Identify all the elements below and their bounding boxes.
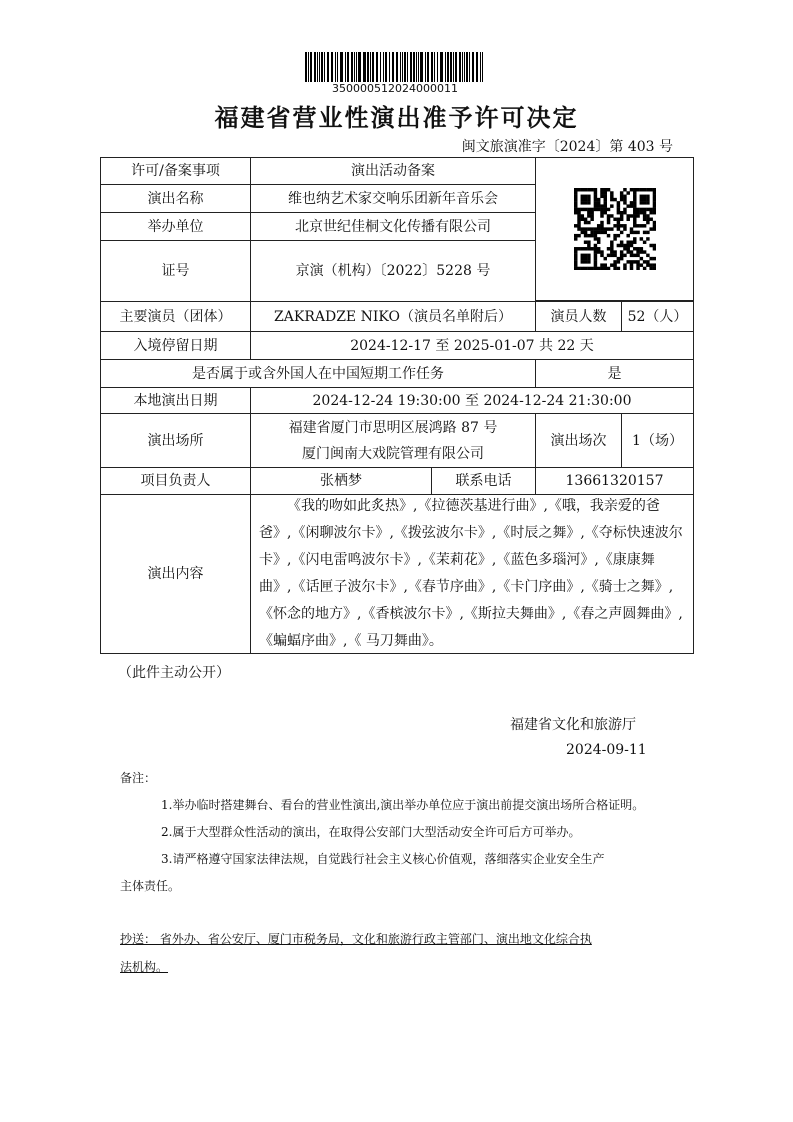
label-organizer: 举办单位 [100,212,251,241]
value-foreign-work: 是 [535,359,694,388]
value-project-lead: 张栖梦 [250,467,432,495]
value-entry-stay: 2024-12-17 至 2025-01-07 共 22 天 [250,331,694,360]
value-phone: 13661320157 [535,467,694,495]
label-show-name: 演出名称 [100,184,251,213]
remark-3-cont: 主体责任。 [120,879,181,893]
cc-line-2: 法机构。 [120,960,169,974]
issuer: 福建省文化和旅游厅 [510,717,636,733]
label-program: 演出内容 [100,494,251,654]
value-show-count: 1（场） [621,413,694,468]
qr-code-cell [535,157,694,301]
value-license-no: 京演（机构）〔2022〕5228 号 [250,240,536,302]
remark-1: 1.举办临时搭建舞台、看台的营业性演出,演出举办单位应于演出前提交演出场所合格证明。 [161,798,645,812]
remark-3: 3.请严格遵守国家法律法规，自觉践行社会主义核心价值观，落细落实企业安全生产 [161,852,605,866]
qr-code [574,188,656,270]
value-show-name: 维也纳艺术家交响乐团新年音乐会 [250,184,536,213]
label-project-lead: 项目负责人 [100,467,251,495]
label-performer-count: 演员人数 [535,301,622,332]
venue-company: 厦门闽南大戏院管理有限公司 [302,445,484,462]
label-foreign-work: 是否属于或含外国人在中国短期工作任务 [100,359,536,388]
value-local-date: 2024-12-24 19:30:00 至 2024-12-24 21:30:00 [250,387,694,414]
label-phone: 联系电话 [431,467,536,495]
remarks-label: 备注： [120,771,157,785]
value-organizer: 北京世纪佳桐文化传播有限公司 [250,212,536,241]
cc-line-1: 抄送： 省外办、省公安厅、厦门市税务局，文化和旅游行政主管部门、演出地文化综合执 [120,932,592,946]
value-permit-item: 演出活动备案 [250,157,536,185]
label-show-count: 演出场次 [535,413,622,468]
label-venue: 演出场所 [100,413,251,468]
remark-2: 2.属于大型群众性活动的演出，在取得公安部门大型活动安全许可后方可举办。 [161,825,581,839]
document-title: 福建省营业性演出准予许可决定 [214,103,579,132]
label-main-performer: 主要演员（团体） [100,301,251,332]
public-disclosure-note: （此件主动公开） [118,665,230,681]
issue-date: 2024-09-11 [566,742,647,758]
venue-address: 福建省厦门市思明区展鸿路 87 号 [288,419,498,436]
value-venue [250,413,536,468]
label-license-no: 证号 [100,240,251,302]
value-main-performer: ZAKRADZE NIKO（演员名单附后） [250,301,536,332]
value-performer-count: 52（人） [621,301,694,332]
label-entry-stay: 入境停留日期 [100,331,251,360]
value-program: 《我的吻如此炙热》,《拉德茨基进行曲》,《哦，我亲爱的爸爸》,《闲聊波尔卡》,《拨弦波尔卡》,《时辰之舞》,《夺标快速波尔卡》,《闪电雷鸣波尔卡》,《茉莉花》,《蓝色多瑙河》,《康康舞曲》,《话匣子波尔卡》,《春节序曲》,《卡门序曲》,《骑士之舞》,《怀念的地方》,《香槟波尔卡》,《斯拉夫舞曲》,《春之声圆舞曲》,《蝙蝠序曲》,《 马刀舞曲》。 [250,494,694,654]
document-number: 闽文旅演准字〔2024〕第 403 号 [461,139,673,155]
barcode [305,52,485,82]
barcode-number: 350000512024000011 [332,82,458,95]
label-local-date: 本地演出日期 [100,387,251,414]
label-permit-item: 许可/备案事项 [100,157,251,185]
